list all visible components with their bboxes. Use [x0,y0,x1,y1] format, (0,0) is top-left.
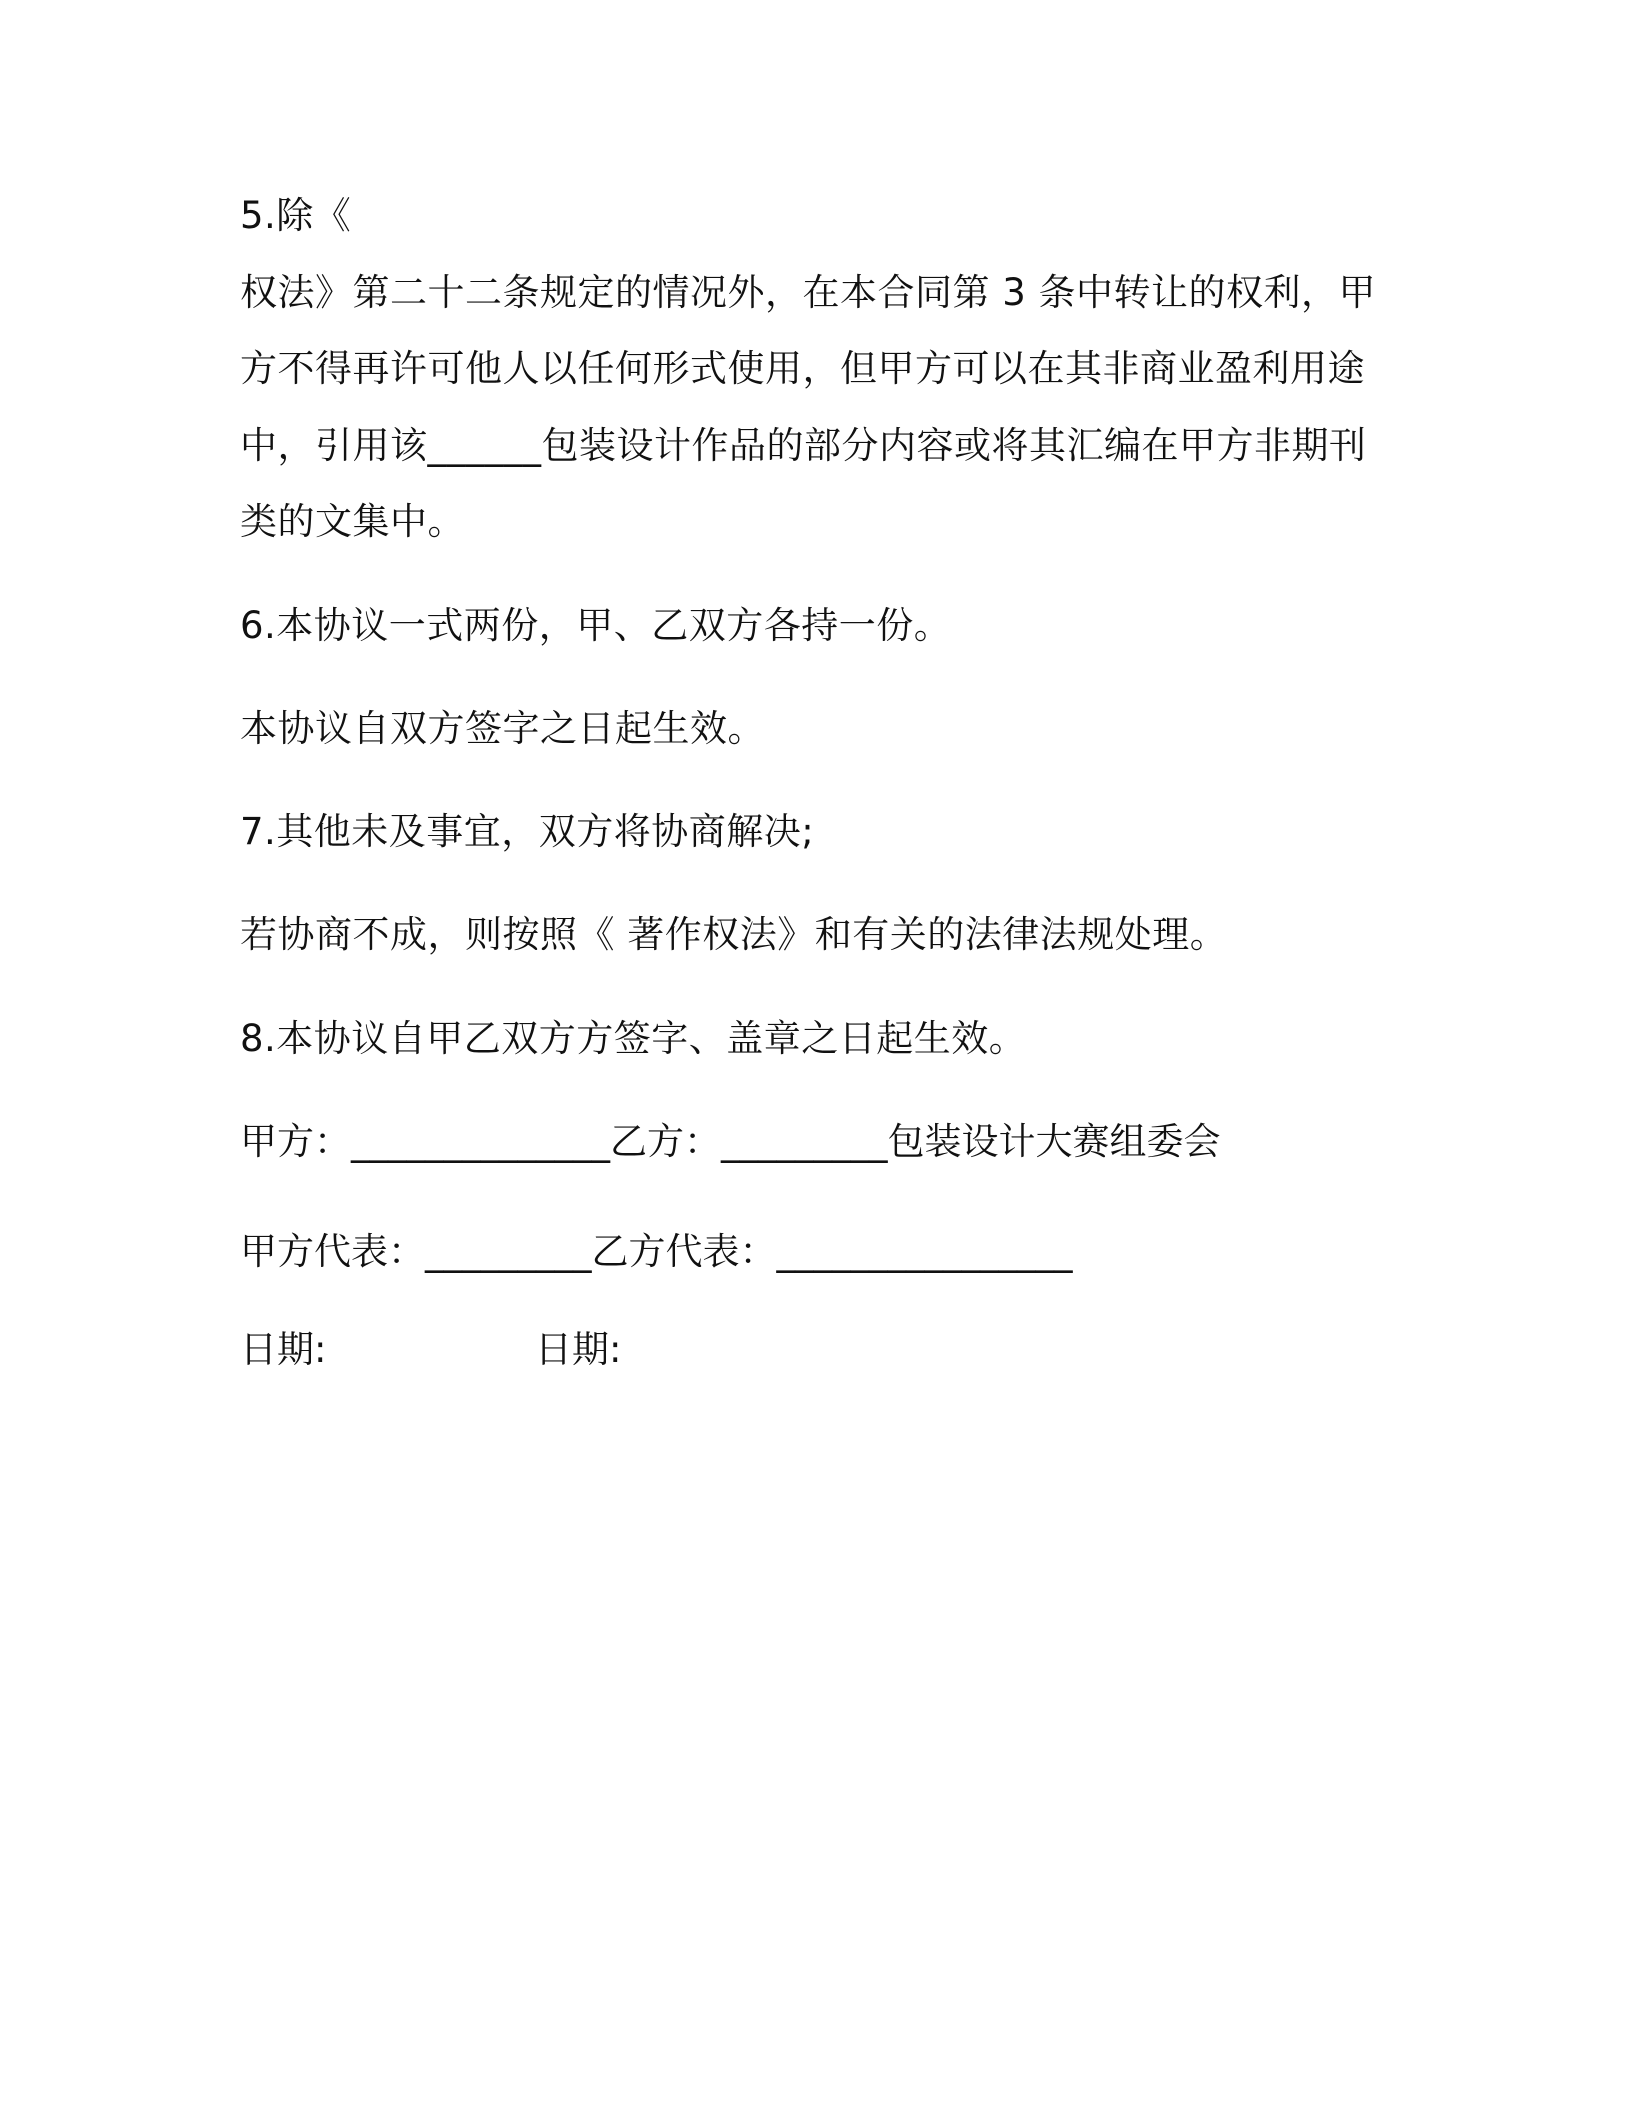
document-page [240,0,1400,2112]
clause-8-line-1: 8.本协议自甲乙双方方签字、盖章之日起生效。 [240,1017,1027,1060]
signature-parties-row: 甲方：______________乙方：_________包装设计大赛组委会 [240,1120,1221,1163]
clause-5-line-1: 5.除《 [240,194,352,237]
date-label-party-a: 日期: [240,1328,327,1371]
date-label-party-b: 日期: [535,1328,622,1371]
clause-5-line-4: 中，引用该______包装设计作品的部分内容或将其汇编在甲方非期刊 [240,424,1367,467]
signature-representatives-row: 甲方代表：_________乙方代表：________________ [240,1230,1073,1273]
clause-6-line-1: 6.本协议一式两份，甲、乙双方各持一份。 [240,604,952,647]
clause-6-line-2: 本协议自双方签字之日起生效。 [240,707,765,750]
clause-5-line-2: 权法》第二十二条规定的情况外，在本合同第 3 条中转让的权利，甲 [240,271,1377,314]
clause-5-line-3: 方不得再许可他人以任何形式使用，但甲方可以在其非商业盈利用途 [240,347,1365,390]
clause-5-line-5: 类的文集中。 [240,500,465,543]
clause-7-line-1: 7.其他未及事宜，双方将协商解决; [240,810,815,853]
clause-7-line-2: 若协商不成，则按照《 著作权法》和有关的法律法规处理。 [240,913,1228,956]
